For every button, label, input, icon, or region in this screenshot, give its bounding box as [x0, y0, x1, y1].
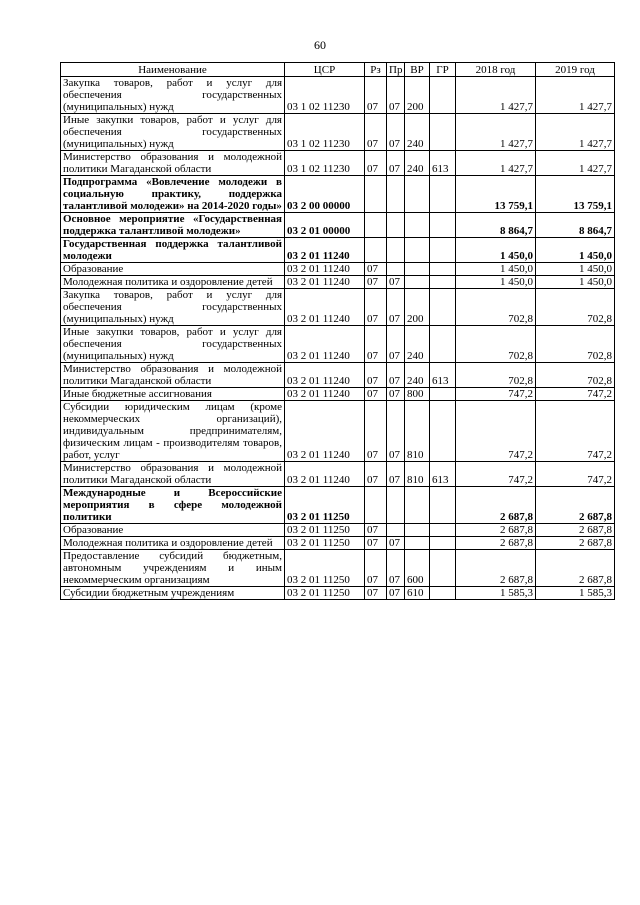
cell-csr: 03 2 01 11240 — [285, 401, 365, 462]
header-csr: ЦСР — [285, 63, 365, 77]
header-2018: 2018 год — [456, 63, 536, 77]
cell-name: Основное мероприятие «Государственная поддержка талантливой молодежи» — [61, 213, 285, 238]
cell-gr — [430, 289, 456, 326]
cell-pr — [387, 263, 405, 276]
cell-name: Молодежная политика и оздоровление детей — [61, 537, 285, 550]
cell-vr: 800 — [405, 388, 430, 401]
cell-name: Министерство образования и молодежной политики Магаданской области — [61, 151, 285, 176]
cell-csr: 03 2 01 11240 — [285, 238, 365, 263]
cell-vr: 810 — [405, 462, 430, 487]
budget-table — [60, 62, 615, 600]
table-row — [61, 263, 615, 276]
cell-rz: 07 — [365, 462, 387, 487]
cell-2019: 2 687,8 — [536, 550, 615, 587]
cell-gr: 613 — [430, 462, 456, 487]
cell-vr — [405, 263, 430, 276]
cell-vr — [405, 537, 430, 550]
cell-rz: 07 — [365, 363, 387, 388]
cell-csr: 03 1 02 11230 — [285, 77, 365, 114]
cell-rz: 07 — [365, 401, 387, 462]
cell-2019: 1 427,7 — [536, 77, 615, 114]
table-row — [61, 550, 615, 587]
cell-gr — [430, 263, 456, 276]
cell-pr — [387, 238, 405, 263]
cell-rz — [365, 487, 387, 524]
cell-pr: 07 — [387, 550, 405, 587]
cell-name: Молодежная политика и оздоровление детей — [61, 276, 285, 289]
cell-2019: 1 450,0 — [536, 276, 615, 289]
cell-name: Образование — [61, 263, 285, 276]
cell-pr — [387, 487, 405, 524]
header-pr: Пр — [387, 63, 405, 77]
cell-gr — [430, 537, 456, 550]
cell-csr: 03 2 01 11250 — [285, 524, 365, 537]
cell-pr — [387, 176, 405, 213]
cell-vr: 610 — [405, 587, 430, 600]
cell-2019: 2 687,8 — [536, 524, 615, 537]
cell-2019: 702,8 — [536, 289, 615, 326]
cell-rz — [365, 238, 387, 263]
cell-2019: 747,2 — [536, 388, 615, 401]
cell-gr — [430, 238, 456, 263]
cell-vr: 200 — [405, 289, 430, 326]
cell-vr — [405, 213, 430, 238]
cell-pr: 07 — [387, 388, 405, 401]
cell-name: Министерство образования и молодежной политики Магаданской области — [61, 462, 285, 487]
cell-2018: 1 450,0 — [456, 276, 536, 289]
cell-csr: 03 2 00 00000 — [285, 176, 365, 213]
cell-csr: 03 2 01 11250 — [285, 550, 365, 587]
cell-csr: 03 2 01 00000 — [285, 213, 365, 238]
cell-2019: 1 427,7 — [536, 151, 615, 176]
cell-2019: 2 687,8 — [536, 537, 615, 550]
cell-gr — [430, 326, 456, 363]
cell-pr: 07 — [387, 401, 405, 462]
header-2019: 2019 год — [536, 63, 615, 77]
cell-rz: 07 — [365, 263, 387, 276]
cell-gr — [430, 77, 456, 114]
cell-2018: 1 427,7 — [456, 114, 536, 151]
cell-2019: 1 450,0 — [536, 238, 615, 263]
cell-rz: 07 — [365, 151, 387, 176]
cell-csr: 03 2 01 11240 — [285, 263, 365, 276]
cell-name: Подпрограмма «Вовлечение молодежи в социальную практику, поддержка талантливой молодежи» на 2014-2020 годы» — [61, 176, 285, 213]
cell-vr: 240 — [405, 151, 430, 176]
cell-rz: 07 — [365, 537, 387, 550]
cell-name: Государственная поддержка талантливой молодежи — [61, 238, 285, 263]
cell-pr — [387, 213, 405, 238]
cell-name: Международные и Всероссийские мероприятия в сфере молодежной политики — [61, 487, 285, 524]
cell-pr: 07 — [387, 276, 405, 289]
cell-pr — [387, 524, 405, 537]
cell-name: Иные бюджетные ассигнования — [61, 388, 285, 401]
cell-2018: 747,2 — [456, 462, 536, 487]
table-row — [61, 238, 615, 263]
cell-gr — [430, 524, 456, 537]
cell-csr: 03 1 02 11230 — [285, 114, 365, 151]
cell-gr — [430, 213, 456, 238]
header-rz: Рз — [365, 63, 387, 77]
cell-2018: 13 759,1 — [456, 176, 536, 213]
cell-pr: 07 — [387, 77, 405, 114]
cell-rz: 07 — [365, 587, 387, 600]
table-row — [61, 77, 615, 114]
cell-csr: 03 2 01 11240 — [285, 289, 365, 326]
cell-vr: 810 — [405, 401, 430, 462]
cell-2018: 2 687,8 — [456, 550, 536, 587]
cell-2019: 2 687,8 — [536, 487, 615, 524]
cell-2018: 1 427,7 — [456, 77, 536, 114]
header-gr: ГР — [430, 63, 456, 77]
cell-rz: 07 — [365, 77, 387, 114]
cell-pr: 07 — [387, 537, 405, 550]
table-row — [61, 587, 615, 600]
cell-name: Иные закупки товаров, работ и услуг для обеспечения государственных (муниципальных) нужд — [61, 114, 285, 151]
cell-pr: 07 — [387, 587, 405, 600]
cell-vr — [405, 487, 430, 524]
table-header — [61, 63, 615, 77]
cell-2018: 702,8 — [456, 289, 536, 326]
cell-gr — [430, 176, 456, 213]
cell-2018: 1 450,0 — [456, 238, 536, 263]
cell-2019: 702,8 — [536, 363, 615, 388]
cell-name: Образование — [61, 524, 285, 537]
cell-2018: 702,8 — [456, 363, 536, 388]
cell-2018: 747,2 — [456, 388, 536, 401]
cell-rz: 07 — [365, 114, 387, 151]
table-row — [61, 151, 615, 176]
cell-2019: 8 864,7 — [536, 213, 615, 238]
cell-pr: 07 — [387, 114, 405, 151]
cell-csr: 03 2 01 11250 — [285, 537, 365, 550]
cell-gr — [430, 388, 456, 401]
cell-2019: 747,2 — [536, 401, 615, 462]
cell-2019: 1 585,3 — [536, 587, 615, 600]
cell-2018: 1 427,7 — [456, 151, 536, 176]
cell-name: Субсидии бюджетным учреждениям — [61, 587, 285, 600]
cell-rz: 07 — [365, 289, 387, 326]
cell-vr: 600 — [405, 550, 430, 587]
cell-pr: 07 — [387, 462, 405, 487]
table-row — [61, 213, 615, 238]
cell-name: Предоставление субсидий бюджетным, автономным учреждениям и иным некоммерческим организациям — [61, 550, 285, 587]
table-row — [61, 487, 615, 524]
cell-2018: 1 450,0 — [456, 263, 536, 276]
header-name: Наименование — [61, 63, 285, 77]
cell-pr: 07 — [387, 363, 405, 388]
table-row — [61, 114, 615, 151]
cell-name: Закупка товаров, работ и услуг для обеспечения государственных (муниципальных) нужд — [61, 77, 285, 114]
table-row — [61, 326, 615, 363]
cell-rz: 07 — [365, 524, 387, 537]
cell-2018: 747,2 — [456, 401, 536, 462]
table-row — [61, 176, 615, 213]
cell-name: Закупка товаров, работ и услуг для обеспечения государственных (муниципальных) нужд — [61, 289, 285, 326]
cell-2019: 747,2 — [536, 462, 615, 487]
table-row — [61, 524, 615, 537]
cell-csr: 03 2 01 11240 — [285, 276, 365, 289]
cell-2019: 702,8 — [536, 326, 615, 363]
cell-2018: 2 687,8 — [456, 524, 536, 537]
table-row — [61, 363, 615, 388]
cell-gr: 613 — [430, 151, 456, 176]
header-vr: ВР — [405, 63, 430, 77]
cell-rz: 07 — [365, 550, 387, 587]
cell-rz: 07 — [365, 326, 387, 363]
page-number: 60 — [314, 38, 326, 52]
table-row — [61, 401, 615, 462]
cell-pr: 07 — [387, 326, 405, 363]
cell-rz — [365, 176, 387, 213]
table-row — [61, 289, 615, 326]
cell-pr: 07 — [387, 289, 405, 326]
cell-2019: 13 759,1 — [536, 176, 615, 213]
cell-vr — [405, 524, 430, 537]
cell-gr — [430, 487, 456, 524]
table-row — [61, 388, 615, 401]
cell-csr: 03 2 01 11250 — [285, 587, 365, 600]
cell-vr — [405, 238, 430, 263]
cell-csr: 03 2 01 11240 — [285, 363, 365, 388]
cell-vr: 240 — [405, 114, 430, 151]
cell-name: Иные закупки товаров, работ и услуг для обеспечения государственных (муниципальных) нужд — [61, 326, 285, 363]
cell-vr: 240 — [405, 363, 430, 388]
cell-name: Субсидии юридическим лицам (кроме некоммерческих организаций), индивидуальным предпринимателям, физическим лицам - производителям товаров, работ, услуг — [61, 401, 285, 462]
cell-rz: 07 — [365, 276, 387, 289]
cell-vr: 200 — [405, 77, 430, 114]
table-body — [61, 77, 615, 600]
cell-csr: 03 2 01 11240 — [285, 388, 365, 401]
cell-rz — [365, 213, 387, 238]
cell-2019: 1 427,7 — [536, 114, 615, 151]
cell-vr — [405, 276, 430, 289]
cell-gr — [430, 587, 456, 600]
cell-pr: 07 — [387, 151, 405, 176]
cell-2018: 8 864,7 — [456, 213, 536, 238]
cell-gr: 613 — [430, 363, 456, 388]
cell-csr: 03 2 01 11240 — [285, 326, 365, 363]
cell-gr — [430, 114, 456, 151]
cell-csr: 03 2 01 11250 — [285, 487, 365, 524]
cell-2018: 2 687,8 — [456, 487, 536, 524]
cell-csr: 03 2 01 11240 — [285, 462, 365, 487]
cell-gr — [430, 550, 456, 587]
cell-2019: 1 450,0 — [536, 263, 615, 276]
cell-name: Министерство образования и молодежной политики Магаданской области — [61, 363, 285, 388]
cell-gr — [430, 401, 456, 462]
table-row — [61, 462, 615, 487]
cell-2018: 1 585,3 — [456, 587, 536, 600]
cell-gr — [430, 276, 456, 289]
cell-vr — [405, 176, 430, 213]
table-row — [61, 537, 615, 550]
cell-csr: 03 1 02 11230 — [285, 151, 365, 176]
cell-2018: 702,8 — [456, 326, 536, 363]
cell-2018: 2 687,8 — [456, 537, 536, 550]
table-row — [61, 276, 615, 289]
cell-vr: 240 — [405, 326, 430, 363]
cell-rz: 07 — [365, 388, 387, 401]
